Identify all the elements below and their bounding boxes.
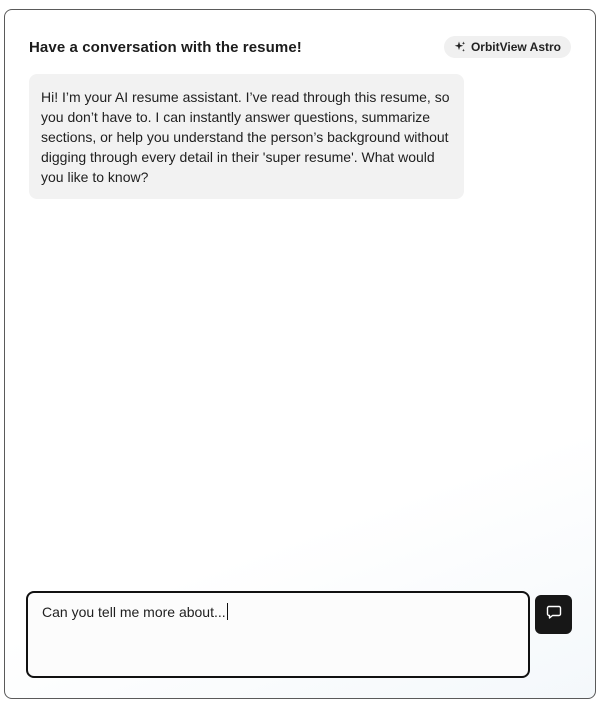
assistant-message-text: Hi! I’m your AI resume assistant. I’ve read through this resume, so you don’t have to. I can instantly answer questions, summarize sections, or help you understand the person’s background without digging through every detail in their 'super resume'. What would you like to know?: [41, 89, 450, 185]
chat-header: [29, 36, 571, 58]
chat-bubble-icon: [546, 604, 562, 625]
model-badge: [444, 36, 571, 58]
sparkle-icon: [454, 41, 466, 53]
chat-panel: [4, 9, 596, 699]
message-input[interactable]: [26, 591, 530, 678]
assistant-message: [29, 74, 464, 199]
message-input-value: Can you tell me more about...: [42, 604, 226, 620]
text-caret: [227, 603, 228, 620]
chat-title: Have a conversation with the resume!: [29, 38, 302, 56]
model-badge-label: OrbitView Astro: [470, 40, 561, 54]
send-button[interactable]: [535, 595, 572, 634]
